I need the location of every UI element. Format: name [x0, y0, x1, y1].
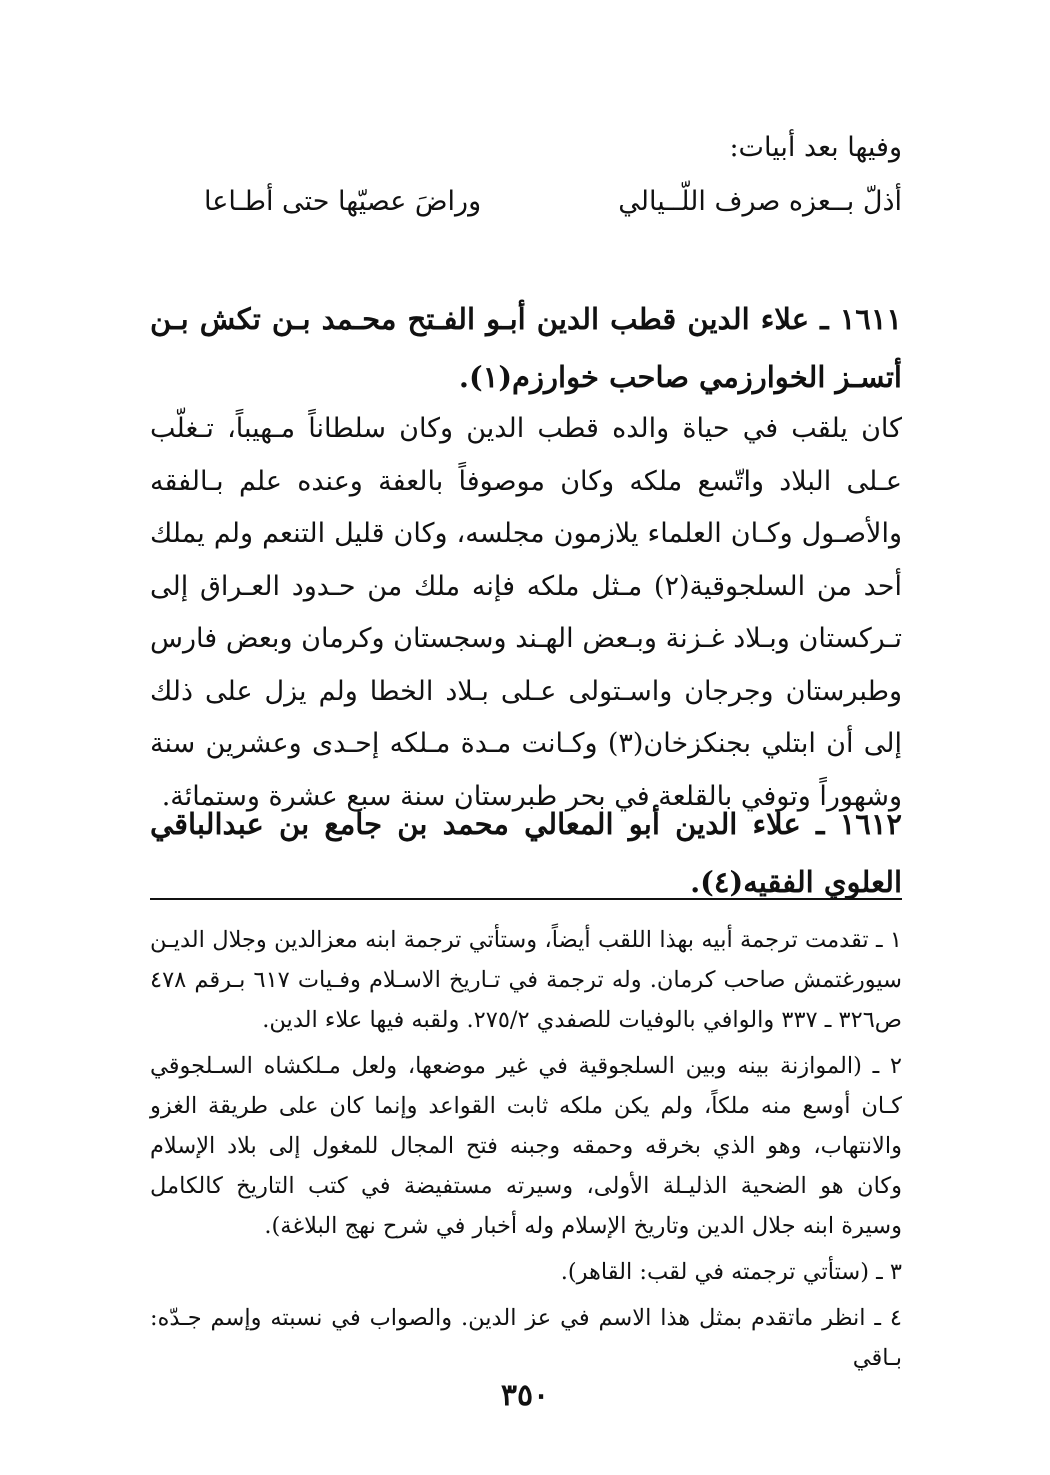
footnote-2: ٢ ـ (الموازنة بينه وبين السلجوقية في غير موضعها، ولعل مـلكشاه السـلجوقي كـان أوسع منه ملكاً، ولم يكن ملكه ثابت القواعد وإنما كان على طريقة الغزو والانتهاب، وهو الذي بخرقه وحمقه وجبنه فتح المجال للمغول إلى بلاد الإسلام وكان هو الضحية الذليـلة الأولى، وسيرته مستفيضة في كتب التاريخ كالكامل وسيرة ابنه جلال الدين وتاريخ الإسلام وله أخبار في شرح نهج البلاغة).	[150, 1053, 902, 1239]
verse-first-hemistich: أذلّ بــعزه صرف اللّــيالي	[618, 186, 902, 217]
footnote-divider	[150, 898, 902, 900]
footnote-3: ٣ ـ (ستأتي ترجمته في لقب: القاهر).	[560, 1259, 902, 1285]
footnotes	[150, 920, 902, 1384]
page-number: ٣٥٠	[500, 1378, 550, 1413]
entry-1611-heading: ١٦١١ ـ علاء الدين قطب الدين أبـو الفـتح محـمد بـن تكش بـن أتسـز الخوارزمي صاحب خوارزم(١).	[150, 302, 902, 394]
footnote-4: ٤ ـ انظر ماتقدم بمثل هذا الاسم في عز الدين. والصواب في نسبته وإسم جـدّه: بـاقي	[150, 1305, 902, 1371]
entry-1612-heading: ١٦١٢ ـ علاء الدين أبو المعالي محمد بن جامع بن عبدالباقي العلوي الفقيه(٤).	[150, 807, 902, 899]
footnote-1: ١ ـ تقدمت ترجمة أبيه بهذا اللقب أيضاً، وستأتي ترجمة ابنه معزالدين وجلال الديـن سيورغتمش صاحب كرمان. وله ترجمة في تـاريخ الاسـلام وفـيات ٦١٧ بـرقم ٤٧٨ ص٣٢٦ ـ ٣٣٧ والوافي بالوفيات للصفدي ٢٧٥/٢. ولقبه فيها علاء الدين.	[150, 927, 902, 1033]
poem-verse	[150, 186, 902, 230]
verse-second-hemistich: وراضَ عصيّها حتى أطـاعا	[204, 186, 482, 217]
entry-1611-body: كان يلقب في حياة والده قطب الدين وكان سلطاناً مـهيباً، تـغلّب عـلى البلاد واتّسع ملكه وكان موصوفاً بالعفة وعنده علم بـالفقه والأصـول وكـان العلماء يلازمون مجلسه، وكان قليل التنعم ولم يملك أحد من السلجوقية(٢) مـثل ملكه فإنه ملك من حـدود العـراق إلى تـركستان وبـلاد غـزنة وبـعض الهـند وسجستان وكرمان وبعض فارس وطبرستان وجرجان واسـتولى عـلى بـلاد الخطا ولم يزل على ذلك إلى أن ابتلي بجنكزخان(٣) وكـانت مـدة مـلكه إحـدى وعشرين سنة وشهوراً وتوفي بالقلعة في بحر طبرستان سنة سبع عشرة وستمائة.	[150, 413, 903, 812]
intro-line: وفيها بعد أبيات:	[729, 132, 902, 163]
